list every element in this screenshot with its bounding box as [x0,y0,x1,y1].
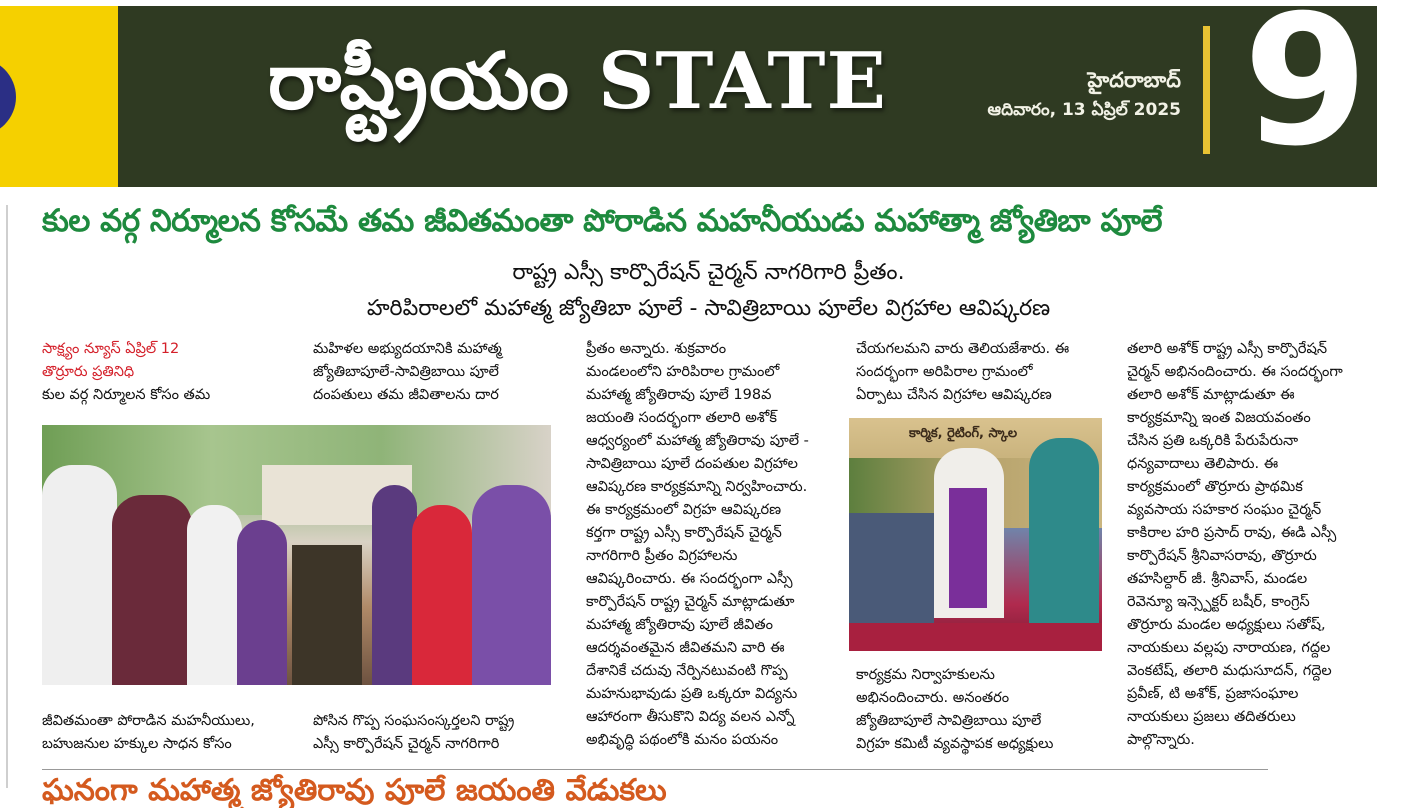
text-line: కార్పొరేషన్ శ్రీనివాసరావు, తొర్రూరు [1127,548,1317,564]
column-1-top [42,338,210,407]
text-line: జీవితమంతా పోరాడిన మహనీయులు, [42,713,255,729]
photo-speaker-shawl [949,488,987,608]
column-4-bottom [856,664,1053,756]
text-line: కార్పొరేషన్ రాష్ట్ర చైర్మన్ మాట్లాడుతూ [586,594,795,610]
photo-person [237,520,287,685]
article-headline: కుల వర్గ నిర్మూలన కోసమే తమ జీవితమంతా పోరాడిన మహనీయుడు మహాత్మా జ్యోతిబా పూలే [42,203,1163,239]
photo-audience [849,513,934,623]
text-line: చైర్మన్ అభినందించారు. ఈ సందర్భంగా [1127,364,1343,380]
text-line: ఆవిష్కరించారు. ఈ సందర్భంగా ఎస్సీ [586,571,793,587]
photo-person [412,505,472,685]
column-2-bottom [313,710,514,756]
text-line: అభినందించారు. అనంతరం [856,690,1010,706]
text-line: జయంతి సందర్భంగా తలారి అశోక్ [586,410,777,426]
text-line: వ్యవసాయ సహకార సంఘం చైర్మన్ [1127,502,1322,518]
event-photo-stage-speech [849,418,1102,651]
text-line: వెంకటేష్, తలారి మధుసూదన్, గద్దెల [1127,663,1332,679]
text-line: తహసిల్దార్ జీ. శ్రీనివాస్, మండల [1127,571,1308,587]
text-line: మండలంలోని హరిపిరాల గ్రామంలో [586,364,780,380]
text-line: మహనుభావుడు ప్రతి ఒక్కరూ విద్యను [586,686,798,702]
text-line: ప్రీతం అన్నారు. శుక్రవారం [586,341,727,357]
text-line: పాల్గొన్నారు. [1127,732,1195,748]
text-line: జ్యోతిబాపూలే-సావిత్రిబాయి పూలే [313,364,499,380]
masthead-yellow-strip [0,6,118,187]
section-title: రాష్ట్రీయం STATE [268,36,887,127]
text-line: జ్యోతిబాపూలే సావిత్రిబాయి పూలే [856,713,1042,729]
text-line: కార్యక్రమాన్ని ఇంత విజయవంతం [1127,410,1311,426]
photo-plaque [292,545,362,685]
text-line: కుల వర్గ నిర్మూలన కోసం తమ [42,387,211,403]
text-line: మహాత్మ జ్యోతిరావు పూలే జీవితం [586,617,773,633]
text-line: తలారి అశోక్ మాట్లాడుతూ ఈ [1127,387,1295,403]
photo-person [187,505,242,685]
next-article-headline: ఘనంగా మహాత్మ జ్యోతిరావు పూలే జయంతి వేడుకలు [42,773,667,808]
text-line: సందర్భంగా అరిపిరాల గ్రామంలో [856,364,1033,380]
left-margin-rule [6,205,8,788]
byline: తొర్రూరు ప్రతినిధి [42,364,135,380]
photo-person [42,465,117,685]
article-subhead-1: రాష్ట్ర ఎస్సీ కార్పొరేషన్ చైర్మన్ నాగరిగారి ప్రీతం. [512,260,905,285]
text-line: దంపతులు తమ జీవితాలను దార [313,387,499,403]
column-1-bottom [42,710,255,756]
text-line: చేయగలమని వారు తెలియజేశారు. ఈ [856,341,1070,357]
page-number: 9 [1243,0,1369,186]
column-4-top [856,338,1069,407]
dateline: సాక్ష్యం న్యూస్ ఏప్రిల్ 12 [42,341,180,357]
event-photo-statue-unveiling [42,425,551,685]
photo-person [372,485,417,685]
text-line: సావిత్రిబాయి పూలే దంపతుల విగ్రహాల [586,456,798,472]
text-line: పోసిన గొప్ప సంఘసంస్కర్తలని రాష్ట్ర [313,713,515,729]
photo-person [472,485,551,685]
text-line: చేసిన ప్రతి ఒక్కరికి పేరుపేరునా [1127,433,1299,449]
text-line: నాగరిగారి ప్రీతం విగ్రహాలను [586,548,738,564]
photo-banner-text: కార్మిక, రైటింగ్, స్కాల [909,426,1018,441]
text-line: దేశానికే చదువు నేర్పినటువంటి గొప్ప [586,663,788,679]
text-line: రెవెన్యూ ఇన్స్పెక్టర్ బషీర్, కాంగ్రెస్ [1127,594,1310,610]
text-line: కర్తగా రాష్ట్ర ఎస్సీ కార్పొరేషన్ చైర్మన్ [586,525,782,541]
text-line: ఆధ్వర్యంలో మహాత్మ జ్యోతిరావు పూలే - [586,433,809,449]
text-line: కాకిరాల హరి ప్రసాద్ రావు, ఈడి ఎస్సీ [1127,525,1337,541]
photo-person [1029,438,1099,628]
photo-table [849,623,1102,651]
column-3 [586,338,809,752]
text-line: మహిళల అభ్యుదయానికి మహాత్మ [313,341,502,357]
masthead-banner [118,0,1377,187]
text-line: తలారి అశోక్ రాష్ట్ర ఎస్సీ కార్పొరేషన్ [1127,341,1328,357]
photo-person [112,495,192,685]
column-5 [1127,338,1343,752]
text-line: ఈ కార్యక్రమంలో విగ్రహ ఆవిష్కరణ [586,502,782,518]
edition-city: హైదరాబాద్ [1087,68,1181,92]
text-line: ఏర్పాటు చేసిన విగ్రహాల ఆవిష్కరణ [856,387,1052,403]
text-line: ఎస్సీ కార్పొరేషన్ చైర్మన్ నాగరిగారి [313,736,500,752]
next-article-headline-cropped [42,773,802,808]
text-line: తొర్రూరు మండల అధ్యక్షులు సతోష్, [1127,617,1326,633]
text-line: నాయకులు ప్రజలు తదితరులు [1127,709,1296,725]
column-2-top [313,338,502,407]
article-bottom-rule [42,769,1268,770]
text-line: ఆవిష్కరణ కార్యక్రమాన్ని నిర్వహించారు. [586,479,808,495]
text-line: ఆహారంగా తీసుకొని విద్య వలన ఎన్నో [586,709,795,725]
text-line: నాయకులు వల్లపు నారాయణ, గద్దల [1127,640,1331,656]
text-line: అభివృద్ధి పథంలోకి మనం పయనం [586,732,779,748]
text-line: కార్యక్రమ నిర్వాహకులను [856,667,995,683]
logo-circle-icon [0,58,16,136]
divider-bar [1203,26,1210,154]
text-line: మహాత్మ జ్యోతిరావు పూలే 198వ [586,387,772,403]
edition-date: ఆదివారం, 13 ఏప్రిల్ 2025 [987,100,1181,120]
text-line: ఆదర్శవంతమైన జీవితమని వారి ఈ [586,640,785,656]
text-line: ధన్యవాదాలు తెలిపారు. ఈ [1127,456,1279,472]
text-line: బహుజనుల హక్కుల సాధన కోసం [42,736,232,752]
text-line: విగ్రహ కమిటీ వ్యవస్థాపక అధ్యక్షులు [856,736,1054,752]
text-line: కార్యక్రమంలో తొర్రూరు ప్రాథమిక [1127,479,1303,495]
article-subhead-2: హరిపిరాలలో మహాత్మ జ్యోతిబా పూలే - సావిత్రిబాయి పూలేల విగ్రహాల ఆవిష్కరణ [366,296,1051,321]
text-line: ప్రవీణ్, టి అశోక్, ప్రజాసంఘాల [1127,686,1299,702]
